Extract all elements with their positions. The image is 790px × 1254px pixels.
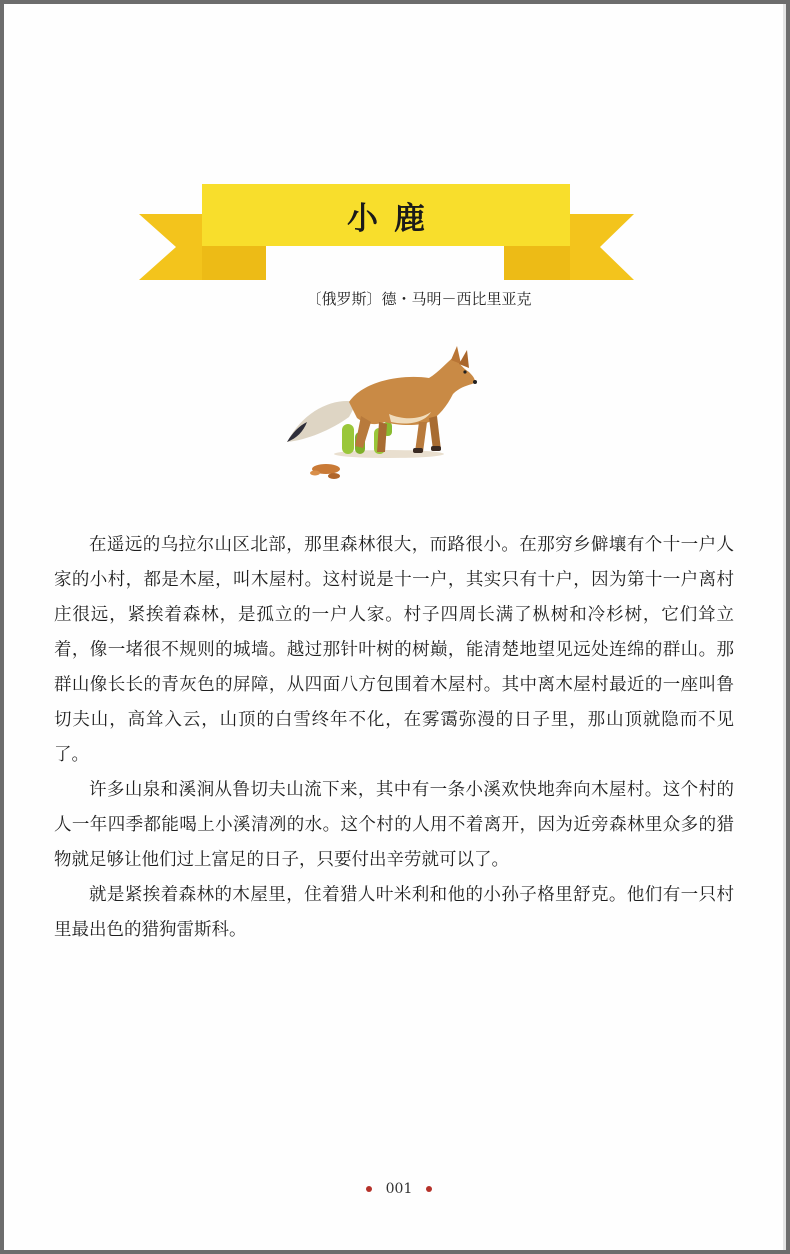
fox-nose xyxy=(473,380,477,384)
fox-back-leg xyxy=(355,416,371,448)
footer-dot-left xyxy=(366,1186,372,1192)
rock-shape xyxy=(310,471,320,476)
ribbon-left-fold xyxy=(202,246,266,280)
fox-body xyxy=(349,356,475,425)
paragraph: 许多山泉和溪涧从鲁切夫山流下来，其中有一条小溪欢快地奔向木屋村。这个村的人一年四季都能喝上小溪清冽的水。这个村的人用不着离开，因为近旁森林里众多的猎物就足够让他们过上富足的日子，只要付出辛劳就可以了。 xyxy=(54,780,734,870)
fox-paw xyxy=(413,448,423,453)
fox-front-leg xyxy=(429,416,441,450)
ribbon-right-fold xyxy=(504,246,570,280)
fox-paw xyxy=(431,446,441,451)
rock-shape xyxy=(328,473,340,479)
fox-back-leg xyxy=(377,422,387,452)
story-body xyxy=(54,528,734,948)
fox-front-leg xyxy=(415,422,427,452)
paragraph: 就是紧挨着森林的木屋里，住着猎人叶米利和他的小孙子格里舒克。他们有一只村里最出色的猎狗雷斯科。 xyxy=(54,885,734,940)
paragraph: 在遥远的乌拉尔山区北部，那里森林很大，而路很小。在那穷乡僻壤有个十一户人家的小村，都是木屋，叫木屋村。这村说是十一户，其实只有十户，因为第十一户离村庄很远，紧挨着森林，是孤立的一户人家。村子四周长满了枞树和冷杉树，它们耸立着，像一堵很不规则的城墙。越过那针叶树的树巅，能清楚地望见远处连绵的群山。那群山像长长的青灰色的屏障，从四面八方包围着木屋村。其中离木屋村最近的一座叫鲁切夫山，高耸入云，山顶的白雪终年不化，在雾霭弥漫的日子里，那山顶就隐而不见了。 xyxy=(54,535,734,765)
chapter-author: 〔俄罗斯〕德・马明－西比里亚克 xyxy=(306,290,532,308)
footer-dot-right xyxy=(426,1186,432,1192)
chapter-title: 小鹿 xyxy=(347,200,441,237)
fox-eye xyxy=(463,370,466,373)
page-footer xyxy=(4,1181,790,1197)
page-number: 001 xyxy=(385,1181,413,1197)
fox-illustration-icon xyxy=(279,342,489,487)
